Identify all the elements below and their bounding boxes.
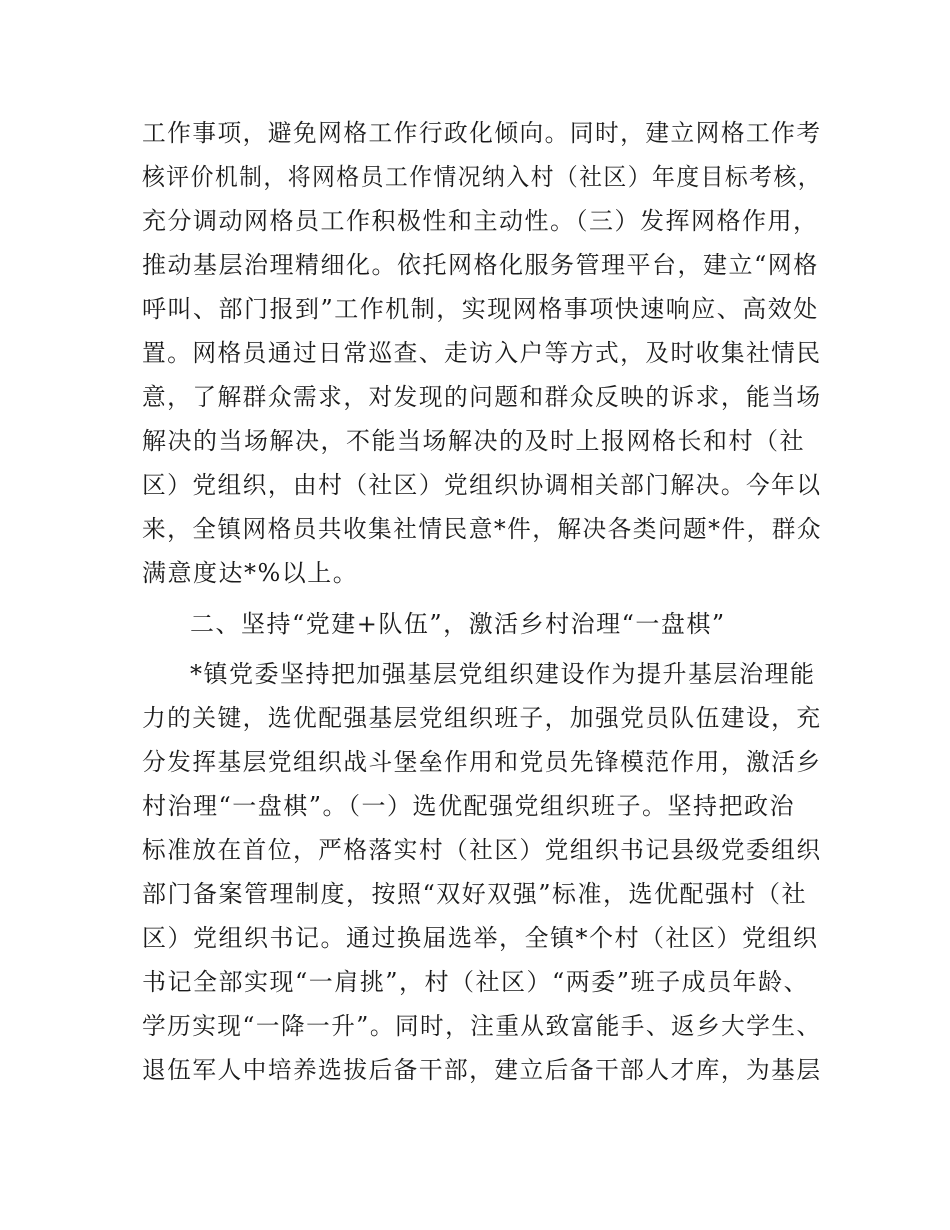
paragraph-line: 区）党组织书记。通过换届选举，全镇*个村（社区）党组织 (142, 924, 819, 952)
paragraph-line: 部门备案管理制度，按照“双好双强”标准，选优配强村（社 (142, 880, 808, 908)
paragraph-line: 学历实现“一降一升”。同时，注重从致富能手、返乡大学生、 (142, 1012, 822, 1040)
paragraph-line: 推动基层治理精细化。依托网格化服务管理平台，建立“网格 (142, 251, 819, 279)
paragraph-line: 来，全镇网格员共收集社情民意*件，解决各类问题*件，群众 (142, 515, 822, 543)
paragraph-line: 区）党组织，由村（社区）党组织协调相关部门解决。今年以 (142, 471, 822, 499)
paragraph-line: 核评价机制，将网格员工作情况纳入村（社区）年度目标考核， (142, 163, 823, 191)
paragraph-line: 村治理“一盘棋”。（一）选优配强党组织班子。坚持把政治 (142, 792, 796, 820)
paragraph-line: 呼叫、部门报到”工作机制，实现网格事项快速响应、高效处 (142, 295, 819, 323)
paragraph-line: 退伍军人中培养选拔后备干部，建立后备干部人才库，为基层 (142, 1056, 822, 1084)
paragraph-line: 书记全部实现“一肩挑”，村（社区）“两委”班子成员年龄、 (142, 968, 810, 996)
section-heading: 二、坚持“党建+队伍”，激活乡村治理“一盘棋” (190, 610, 726, 638)
paragraph-line: 工作事项，避免网格工作行政化倾向。同时，建立网格工作考 (142, 119, 822, 147)
paragraph-line: 满意度达*%以上。 (142, 559, 359, 587)
paragraph-line: 解决的当场解决，不能当场解决的及时上报网格长和村（社 (142, 427, 805, 455)
paragraph-line: 分发挥基层党组织战斗堡垒作用和党员先锋模范作用，激活乡 (142, 748, 822, 776)
paragraph-line: 标准放在首位，严格落实村（社区）党组织书记县级党委组织 (142, 836, 822, 864)
paragraph-line: 意，了解群众需求，对发现的问题和群众反映的诉求，能当场 (142, 383, 822, 411)
paragraph-line: 充分调动网格员工作积极性和主动性。（三）发挥网格作用， (142, 207, 819, 235)
paragraph-line: *镇党委坚持把加强基层党组织建设作为提升基层治理能 (190, 660, 816, 688)
paragraph-line: 力的关键，选优配强基层党组织班子，加强党员队伍建设，充 (142, 704, 822, 732)
paragraph-line: 置。网格员通过日常巡查、走访入户等方式，及时收集社情民 (142, 339, 822, 367)
